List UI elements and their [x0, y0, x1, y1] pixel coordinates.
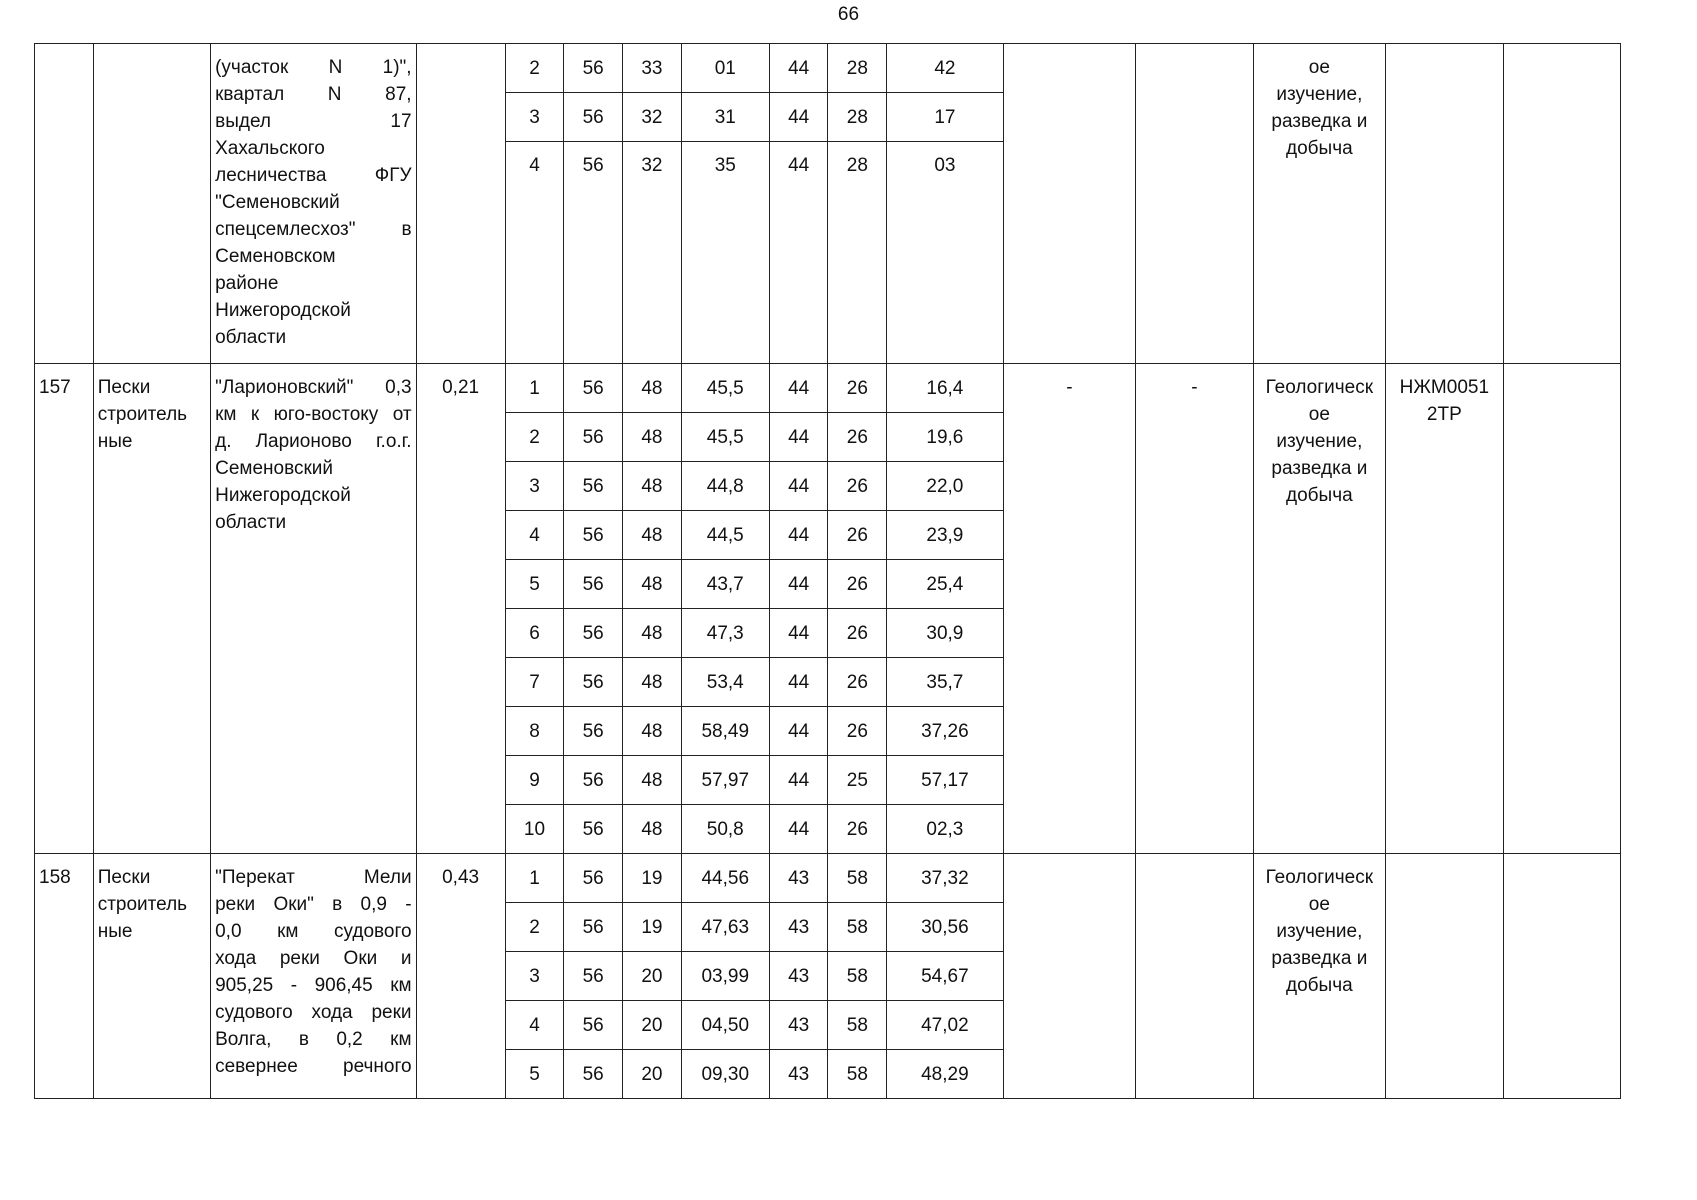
coordinate-cell: 32: [623, 142, 682, 364]
coordinate-cell: 44: [769, 142, 828, 364]
rows.2.mineral-line: ные: [97, 921, 133, 942]
coordinate-cell: 5: [505, 1050, 564, 1099]
coordinate-cell: 56: [564, 952, 623, 1001]
location-description: [211, 364, 416, 854]
rows.1.location_lines-line: "Ларионовский" 0,3: [215, 377, 412, 398]
coordinate-cell: 19,6: [887, 413, 1003, 462]
coordinate-cell: 44: [769, 560, 828, 609]
coordinate-cell: 10: [505, 805, 564, 854]
coordinate-cell: 54,67: [887, 952, 1003, 1001]
rows.2.mineral-line: строитель: [97, 894, 188, 915]
rows.1.location_lines-line: Семеновский: [215, 458, 334, 479]
coordinate-cell: 58: [828, 1001, 887, 1050]
coordinate-cell: 58: [828, 952, 887, 1001]
coordinate-cell: 44: [769, 93, 828, 142]
coordinate-cell: 1: [505, 854, 564, 903]
coordinate-cell: 47,3: [681, 609, 769, 658]
rows.2.location_lines-line: севернее речного: [215, 1056, 412, 1077]
coordinate-cell: 48: [623, 462, 682, 511]
coordinate-cell: 47,02: [887, 1001, 1003, 1050]
coordinate-cell: 56: [564, 609, 623, 658]
coordinate-cell: 37,32: [887, 854, 1003, 903]
coordinate-cell: 56: [564, 44, 623, 93]
coordinate-cell: 44: [769, 756, 828, 805]
coordinate-cell: 56: [564, 560, 623, 609]
coordinate-cell: 26: [828, 511, 887, 560]
purpose-of-use: [1253, 854, 1386, 1099]
coordinate-cell: 43: [769, 952, 828, 1001]
license-number: [1386, 44, 1503, 364]
coordinate-cell: 22,0: [887, 462, 1003, 511]
coordinate-cell: 30,9: [887, 609, 1003, 658]
coordinate-cell: 56: [564, 805, 623, 854]
rows.1.purpose_lines-line: изучение,: [1276, 431, 1363, 452]
rows.0.location_lines-line: районе: [215, 273, 279, 294]
coordinate-cell: 20: [623, 1001, 682, 1050]
coordinate-cell: 26: [828, 658, 887, 707]
coordinate-cell: 26: [828, 609, 887, 658]
coordinate-cell: 44: [769, 462, 828, 511]
coordinate-cell: 56: [564, 93, 623, 142]
area-value: [416, 44, 505, 364]
coordinate-cell: 04,50: [681, 1001, 769, 1050]
rows.1.location_lines-line: области: [215, 512, 287, 533]
coordinate-cell: 31: [681, 93, 769, 142]
coordinate-cell: 8: [505, 707, 564, 756]
rows.0.purpose_lines-line: ое: [1308, 57, 1330, 78]
license-number: [1386, 854, 1503, 1099]
rows.2.location_lines-line: хода реки Оки и: [215, 948, 412, 969]
coordinate-cell: 35: [681, 142, 769, 364]
coordinate-cell: 19: [623, 854, 682, 903]
rows.1.purpose_lines-line: разведка и: [1271, 458, 1368, 479]
page-number: 66: [837, 4, 860, 25]
rows.1.purpose_lines-line: добыча: [1286, 485, 1353, 506]
coordinate-cell: 44,56: [681, 854, 769, 903]
coordinate-cell: 4: [505, 142, 564, 364]
rows.2.purpose_lines-line: Геологическ: [1265, 867, 1374, 888]
coordinate-cell: 44: [769, 44, 828, 93]
coordinate-cell: 26: [828, 462, 887, 511]
coordinate-cell: 58: [828, 903, 887, 952]
deposit-registry-table: [34, 43, 1621, 1099]
row-number: 157: [35, 364, 94, 854]
location-description: [211, 854, 416, 1099]
coordinate-cell: 6: [505, 609, 564, 658]
coordinate-cell: 43: [769, 903, 828, 952]
purpose-of-use: [1253, 44, 1386, 364]
coordinate-cell: 44: [769, 658, 828, 707]
rows.2.location_lines-line: судового хода реки: [215, 1002, 412, 1023]
coordinate-cell: 25: [828, 756, 887, 805]
coordinate-cell: 48: [623, 707, 682, 756]
coordinate-cell: 19: [623, 903, 682, 952]
coordinate-cell: 43,7: [681, 560, 769, 609]
note-cell: [1503, 44, 1620, 364]
area-value: 0,43: [416, 854, 505, 1099]
coordinate-cell: 20: [623, 1050, 682, 1099]
note-cell: [1503, 854, 1620, 1099]
coordinate-cell: 48: [623, 364, 682, 413]
rows.2.location_lines-line: реки Оки" в 0,9 -: [215, 894, 412, 915]
rows.1.location_lines-line: Нижегородской: [215, 485, 351, 506]
rows.0.location_lines-line: области: [215, 327, 287, 348]
rows.2.purpose_lines-line: ое: [1308, 894, 1330, 915]
rows.1.location_lines-line: км к юго-востоку от: [215, 404, 412, 425]
coordinate-cell: 02,3: [887, 805, 1003, 854]
coordinate-cell: 26: [828, 560, 887, 609]
coordinate-cell: 3: [505, 462, 564, 511]
coordinate-cell: 16,4: [887, 364, 1003, 413]
coordinate-cell: 26: [828, 413, 887, 462]
coordinate-cell: 2: [505, 413, 564, 462]
rows.0.location_lines-line: Нижегородской: [215, 300, 351, 321]
coordinate-cell: 44: [769, 413, 828, 462]
table-row: [35, 364, 1621, 413]
coordinate-cell: 42: [887, 44, 1003, 93]
coordinate-cell: 4: [505, 511, 564, 560]
rows.0.location_lines-line: квартал N 87,: [215, 84, 412, 105]
column-b-value: [1136, 854, 1253, 1099]
coordinate-cell: 58: [828, 854, 887, 903]
coordinate-cell: 5: [505, 560, 564, 609]
rows.0.purpose_lines-line: добыча: [1286, 138, 1353, 159]
coordinate-cell: 48,29: [887, 1050, 1003, 1099]
coordinate-cell: 32: [623, 93, 682, 142]
rows.0.purpose_lines-line: разведка и: [1271, 111, 1368, 132]
coordinate-cell: 50,8: [681, 805, 769, 854]
coordinate-cell: 26: [828, 364, 887, 413]
coordinate-cell: 57,17: [887, 756, 1003, 805]
coordinate-cell: 53,4: [681, 658, 769, 707]
coordinate-cell: 56: [564, 658, 623, 707]
coordinate-cell: 28: [828, 44, 887, 93]
coordinate-cell: 56: [564, 854, 623, 903]
rows.0.location_lines-line: лесничества ФГУ: [215, 165, 412, 186]
coordinate-cell: 43: [769, 1050, 828, 1099]
coordinate-cell: 57,97: [681, 756, 769, 805]
rows.1.purpose_lines-line: ое: [1308, 404, 1330, 425]
license-number: [1386, 364, 1503, 854]
coordinate-cell: 03: [887, 142, 1003, 364]
coordinate-cell: 44,8: [681, 462, 769, 511]
coordinate-cell: 2: [505, 903, 564, 952]
coordinate-cell: 48: [623, 413, 682, 462]
coordinate-cell: 2: [505, 44, 564, 93]
rows.0.location_lines-line: Хахальского: [215, 138, 325, 159]
coordinate-cell: 56: [564, 1001, 623, 1050]
column-b-value: -: [1136, 364, 1253, 854]
table-row: [35, 44, 1621, 93]
rows.1.mineral-line: Пески: [97, 377, 151, 398]
column-b-value: [1136, 44, 1253, 364]
rows.2.location_lines-line: 905,25 - 906,45 км: [215, 975, 412, 996]
coordinate-cell: 44: [769, 511, 828, 560]
coordinate-cell: 20: [623, 952, 682, 1001]
coordinate-cell: 01: [681, 44, 769, 93]
coordinate-cell: 23,9: [887, 511, 1003, 560]
mineral-type: [93, 364, 210, 854]
coordinate-cell: 45,5: [681, 364, 769, 413]
coordinate-cell: 44: [769, 707, 828, 756]
rows.1.location_lines-line: д. Ларионово г.о.г.: [215, 431, 412, 452]
coordinate-cell: 44: [769, 364, 828, 413]
coordinate-cell: 3: [505, 93, 564, 142]
coordinate-cell: 26: [828, 707, 887, 756]
coordinate-cell: 43: [769, 1001, 828, 1050]
coordinate-cell: 48: [623, 609, 682, 658]
coordinate-cell: 56: [564, 142, 623, 364]
coordinate-cell: 56: [564, 462, 623, 511]
rows.2.purpose_lines-line: разведка и: [1271, 948, 1368, 969]
rows.0.location_lines-line: (участок N 1)",: [215, 57, 412, 78]
coordinate-cell: 56: [564, 756, 623, 805]
coordinate-cell: 48: [623, 805, 682, 854]
coordinate-cell: 25,4: [887, 560, 1003, 609]
mineral-type: [93, 854, 210, 1099]
coordinate-cell: 28: [828, 93, 887, 142]
coordinate-cell: 48: [623, 756, 682, 805]
coordinate-cell: 3: [505, 952, 564, 1001]
coordinate-cell: 56: [564, 903, 623, 952]
location-description: [211, 44, 416, 364]
coordinate-cell: 47,63: [681, 903, 769, 952]
table-row: [35, 854, 1621, 903]
rows.1.license_lines-line: 2ТР: [1426, 404, 1462, 425]
coordinate-cell: 58: [828, 1050, 887, 1099]
coordinate-cell: 58,49: [681, 707, 769, 756]
coordinate-cell: 35,7: [887, 658, 1003, 707]
rows.1.license_lines-line: НЖМ0051: [1399, 377, 1490, 398]
coordinate-cell: 7: [505, 658, 564, 707]
rows.0.purpose_lines-line: изучение,: [1276, 84, 1363, 105]
coordinate-cell: 48: [623, 511, 682, 560]
coordinate-cell: 56: [564, 511, 623, 560]
coordinate-cell: 17: [887, 93, 1003, 142]
column-a-value: [1003, 44, 1136, 364]
rows.2.location_lines-line: 0,0 км судового: [215, 921, 412, 942]
mineral-type: [93, 44, 210, 364]
coordinate-cell: 56: [564, 707, 623, 756]
rows.0.location_lines-line: спецсемлесхоз" в: [215, 219, 412, 240]
coordinate-cell: 09,30: [681, 1050, 769, 1099]
column-a-value: [1003, 854, 1136, 1099]
coordinate-cell: 03,99: [681, 952, 769, 1001]
coordinate-cell: 43: [769, 854, 828, 903]
coordinate-cell: 44,5: [681, 511, 769, 560]
coordinate-cell: 33: [623, 44, 682, 93]
coordinate-cell: 56: [564, 364, 623, 413]
row-number: [35, 44, 94, 364]
rows.1.mineral-line: строитель: [97, 404, 188, 425]
rows.1.mineral-line: ные: [97, 431, 133, 452]
coordinate-cell: 4: [505, 1001, 564, 1050]
coordinate-cell: 37,26: [887, 707, 1003, 756]
purpose-of-use: [1253, 364, 1386, 854]
coordinate-cell: 28: [828, 142, 887, 364]
coordinate-cell: 44: [769, 805, 828, 854]
coordinate-cell: 26: [828, 805, 887, 854]
rows.0.location_lines-line: выдел 17: [215, 111, 412, 132]
rows.1.purpose_lines-line: Геологическ: [1265, 377, 1374, 398]
rows.2.purpose_lines-line: изучение,: [1276, 921, 1363, 942]
coordinate-cell: 45,5: [681, 413, 769, 462]
coordinate-cell: 56: [564, 1050, 623, 1099]
rows.0.location_lines-line: Семеновском: [215, 246, 336, 267]
rows.0.location_lines-line: "Семеновский: [215, 192, 340, 213]
area-value: 0,21: [416, 364, 505, 854]
rows.2.purpose_lines-line: добыча: [1286, 975, 1353, 996]
rows.2.location_lines-line: "Перекат Мели: [215, 867, 412, 888]
coordinate-cell: 56: [564, 413, 623, 462]
column-a-value: -: [1003, 364, 1136, 854]
coordinate-cell: 9: [505, 756, 564, 805]
coordinate-cell: 48: [623, 560, 682, 609]
coordinate-cell: 30,56: [887, 903, 1003, 952]
coordinate-cell: 48: [623, 658, 682, 707]
row-number: 158: [35, 854, 94, 1099]
coordinate-cell: 44: [769, 609, 828, 658]
note-cell: [1503, 364, 1620, 854]
coordinate-cell: 1: [505, 364, 564, 413]
rows.2.mineral-line: Пески: [97, 867, 151, 888]
rows.2.location_lines-line: Волга, в 0,2 км: [215, 1029, 412, 1050]
